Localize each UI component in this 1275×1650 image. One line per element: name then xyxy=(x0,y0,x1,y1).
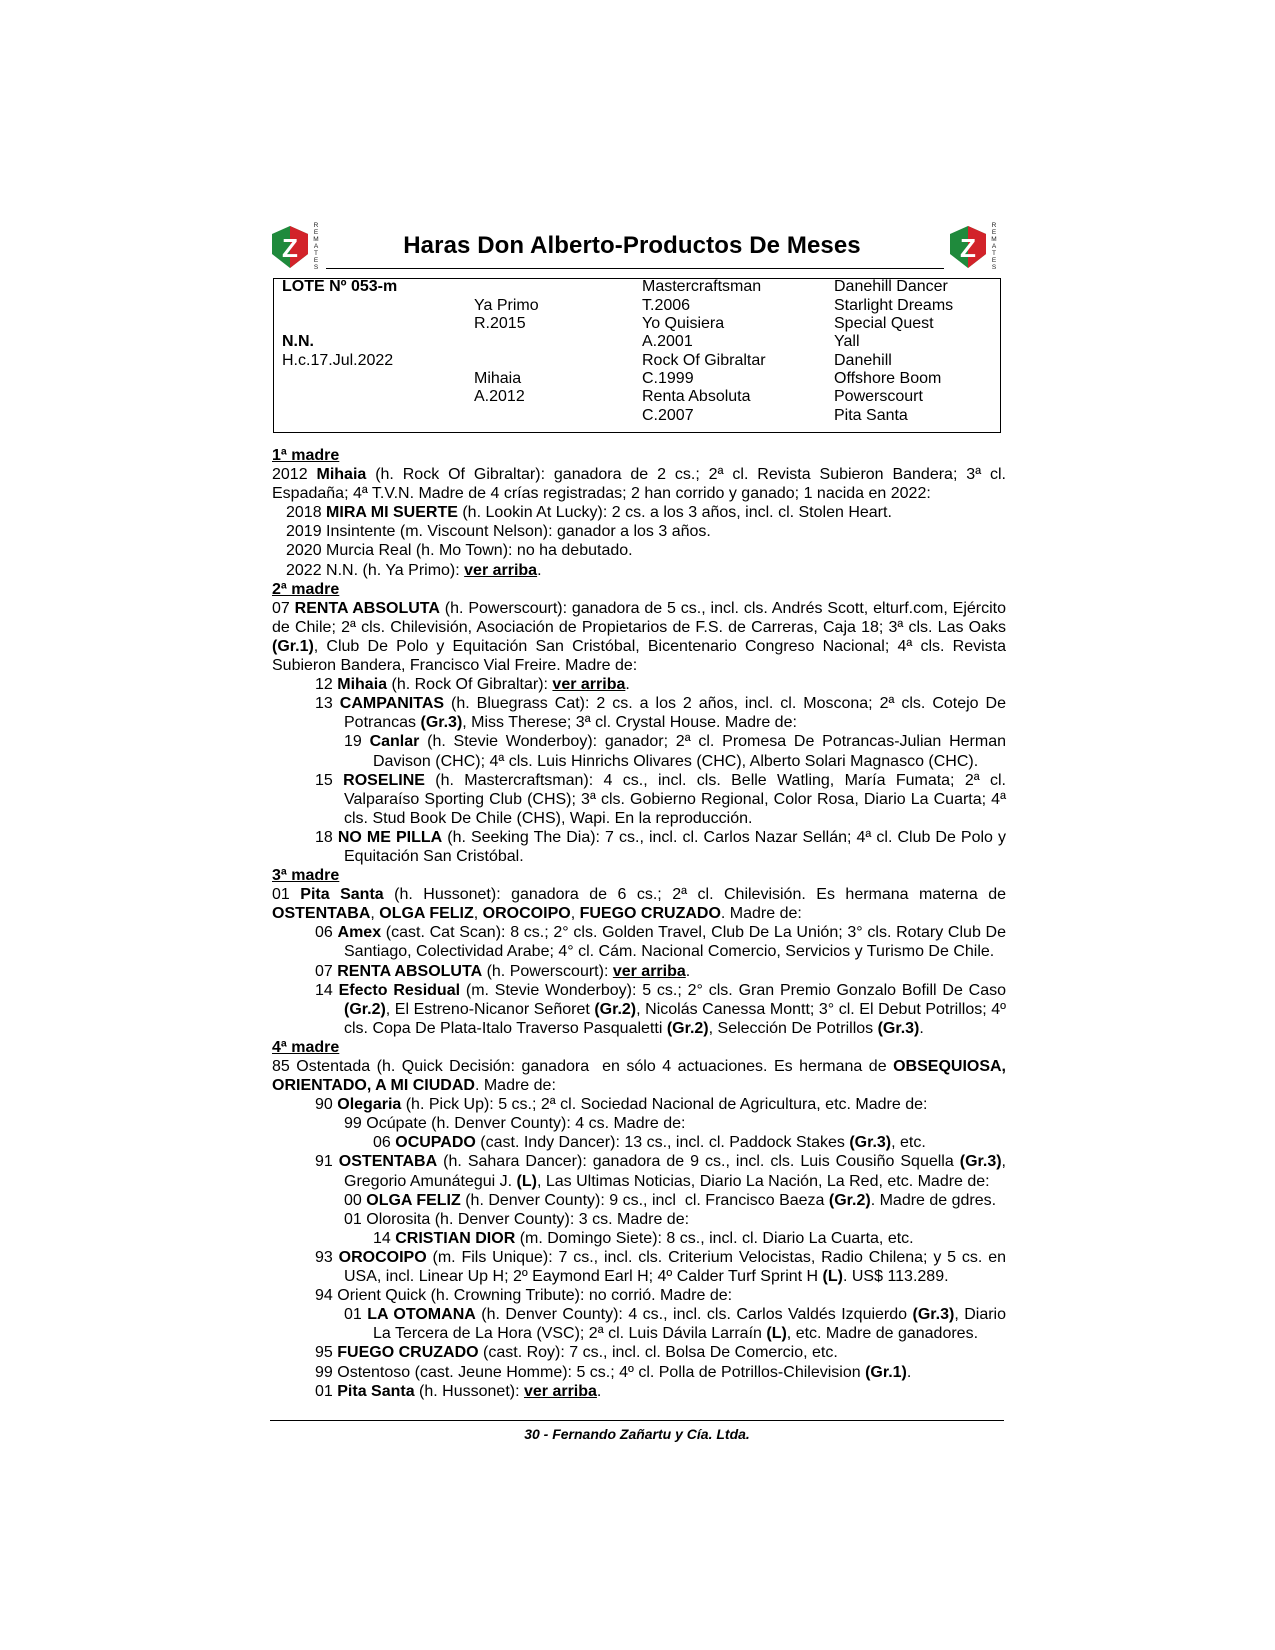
list-item: 2018 MIRA MI SUERTE (h. Lookin At Lucky): 2 cs. a los 3 años, incl. cl. Stolen Heart. xyxy=(286,504,892,522)
ancestor-dds: Powerscourt xyxy=(834,388,923,405)
list-item: 06 OCUPADO (cast. Indy Dancer): 13 cs., incl. cl. Paddock Stakes (Gr.3), etc. xyxy=(373,1134,926,1152)
section-1a-madre: 1ª madre xyxy=(272,447,340,464)
ancestor-dsd: Offshore Boom xyxy=(834,370,942,387)
logo-side-text: R E M A T E S xyxy=(991,222,997,271)
fourth-dam-paragraph: 85 Ostentada (h. Quick Decisión: ganadora en sólo 4 actuaciones. Es hermana de OBSEQUIOSA, ORIENTADO, A MI CIUDAD. Madre de: xyxy=(272,1058,1006,1095)
list-item: 12 Mihaia (h. Rock Of Gibraltar): ver arriba. xyxy=(315,676,630,694)
ver-arriba-link: ver arriba xyxy=(464,561,538,579)
list-item: 18 NO ME PILLA (h. Seeking The Dia): 7 cs., incl. cl. Carlos Nazar Sellán; 4ª cl. Club De Polo y Equitación San Cristóbal. xyxy=(315,828,1007,865)
ancestor-sss: Danehill Dancer xyxy=(834,278,948,295)
third-dam-paragraph: 01 Pita Santa (h. Hussonet): ganadora de 6 cs.; 2ª cl. Chilevisión. Es hermana materna de OSTENTABA, OLGA FELIZ, OROCOIPO, FUEGO CRUZADO. Madre de: xyxy=(272,886,1007,923)
list-item: 15 ROSELINE (h. Mastercraftsman): 4 cs., incl. cls. Belle Watling, María Fumata; 2ª cl. Valparaíso Sporting Club (CHS); 3ª cls. Gobierno Regional, Color Rosa, Diario La Cuarta; 4ª cls. Stud Book De Chile (CHS), Wapi. En la reproducción. xyxy=(315,771,1006,827)
ver-arriba-link: ver arriba xyxy=(523,1382,597,1400)
sire-dam: Yo Quisiera xyxy=(642,315,725,332)
sire-sire: Mastercraftsman xyxy=(642,278,762,295)
list-item: 99 Ostentoso (cast. Jeune Homme): 5 cs.; 4º cl. Polla de Potrillos-Chilevision (Gr.1). xyxy=(315,1363,912,1381)
list-item: 95 FUEGO CRUZADO (cast. Roy): 7 cs., incl. cl. Bolsa De Comercio, etc. xyxy=(315,1344,838,1362)
list-item: 14 Efecto Residual (m. Stevie Wonderboy): 5 cs.; 2° cls. Gran Premio Gonzalo Bofill De Caso (Gr.2), El Estreno-Nicanor Señoret (Gr.2), Nicolás Canessa Montt; 3° cl. El Debut Potrillos; 4º cls. Copa De Plata-Italo Traverso Pasqualetti (Gr.2), Selección De Potrillos (Gr.3). xyxy=(315,981,1007,1037)
list-item: 14 CRISTIAN DIOR (m. Domingo Siete): 8 cs., incl. cl. Diario La Cuarta, etc. xyxy=(373,1229,914,1247)
ver-arriba-link: ver arriba xyxy=(612,962,686,980)
dam-sire-info: C.1999 xyxy=(642,370,694,387)
list-item: 06 Amex (cast. Cat Scan): 8 cs.; 2° cls. Golden Travel, Club De La Unión; 3° cls. Rotary Club De Santiago, Colectividad Arabe; 4° cl. Cám. Nacional Comercio, Servicios y Turismo De Chile. xyxy=(315,924,1007,961)
horse-name: N.N. xyxy=(282,333,314,350)
pedigree-table xyxy=(273,278,1001,433)
list-item: 2022 N.N. (h. Ya Primo): ver arriba. xyxy=(286,561,542,579)
list-item: 2019 Insintente (m. Viscount Nelson): ganador a los 3 años. xyxy=(286,523,711,541)
page-title: Haras Don Alberto-Productos De Meses xyxy=(403,232,861,259)
list-item: 07 RENTA ABSOLUTA (h. Powerscourt): ver arriba. xyxy=(315,962,691,980)
list-item: 01 LA OTOMANA (h. Denver County): 4 cs., incl. cls. Carlos Valdés Izquierdo (Gr.3), Diario La Tercera de La Hora (VSC); 2ª cl. Luis Dávila Larraín (L), etc. Madre de ganadores. xyxy=(344,1306,1006,1343)
granddam-paragraph: 07 RENTA ABSOLUTA (h. Powerscourt): ganadora de 5 cs., incl. cls. Andrés Scott, elturf.com, Ejército de Chile; 2ª cls. Chilevisión, Asociación de Propietarios de F.S. de Carreras, Caja 18; 3ª cls. Las Oaks (Gr.1), Club De Polo y Equitación San Cristóbal, Bicentenario Congreso Nacional; 4ª cls. Revista Subieron Bandera, Francisco Vial Freire. Madre de: xyxy=(272,599,1007,675)
ancestor-sdd: Yall xyxy=(834,333,860,350)
list-item: 00 OLGA FELIZ (h. Denver County): 9 cs., incl cl. Francisco Baeza (Gr.2). Madre de gdres. xyxy=(344,1191,997,1209)
lot-number: LOTE Nº 053-m xyxy=(282,278,398,295)
logo-side-text: R E M A T E S xyxy=(313,222,319,271)
ancestor-ddd: Pita Santa xyxy=(834,407,908,424)
list-item: 91 OSTENTABA (h. Sahara Dancer): ganadora de 9 cs., incl. cls. Luis Cousiño Squella (Gr.3), Gregorio Amunátegui J. (L), Las Ultimas Noticias, Diario La Nación, La Red, etc. Madre de: xyxy=(315,1153,1006,1190)
dam-dam: Renta Absoluta xyxy=(642,388,751,405)
list-item: 19 Canlar (h. Stevie Wonderboy): ganador; 2ª cl. Promesa De Potrancas-Julian Herman Davison (CHC); 4ª cls. Luis Hinrichs Olivares (CHC), Alberto Solari Magnasco (CHC). xyxy=(344,733,1006,770)
sire-info: R.2015 xyxy=(474,315,526,332)
sire-name: Ya Primo xyxy=(474,297,539,314)
dam-paragraph: 2012 Mihaia (h. Rock Of Gibraltar): ganadora de 2 cs.; 2ª cl. Revista Subieron Bandera; 3ª cl. Espadaña; 4ª T.V.N. Madre de 4 crías registradas; 2 han corrido y ganado; 1 nacida en 2022: xyxy=(272,466,1007,503)
list-item: 01 Olorosita (h. Denver County): 3 cs. Madre de: xyxy=(344,1210,690,1228)
ancestor-sds: Special Quest xyxy=(834,315,934,332)
section-3a-madre: 3ª madre xyxy=(272,867,340,885)
list-item: 99 Ocúpate (h. Denver County): 4 cs. Madre de: xyxy=(344,1115,686,1133)
dam-dam-info: C.2007 xyxy=(642,407,694,424)
remates-logo-left xyxy=(270,222,322,272)
svg-text:Z: Z xyxy=(960,233,976,263)
svg-text:Z: Z xyxy=(282,233,298,263)
remates-logo-right xyxy=(948,222,1000,272)
list-item: 01 Pita Santa (h. Hussonet): ver arriba. xyxy=(315,1382,602,1400)
dam-sire: Rock Of Gibraltar xyxy=(642,352,766,369)
horse-birth: H.c.17.Jul.2022 xyxy=(282,352,394,369)
ver-arriba-link: ver arriba xyxy=(552,676,626,694)
section-2a-madre: 2ª madre xyxy=(272,580,340,598)
list-item: 90 Olegaria (h. Pick Up): 5 cs.; 2ª cl. Sociedad Nacional de Agricultura, etc. Madre de: xyxy=(315,1096,928,1114)
dam-info: A.2012 xyxy=(474,388,525,405)
fz-logo-icon xyxy=(270,224,310,270)
list-item: 2020 Murcia Real (h. Mo Town): no ha debutado. xyxy=(286,542,633,560)
ancestor-dss: Danehill xyxy=(834,352,892,369)
family-body xyxy=(272,446,1006,1401)
page-footer: 30 - Fernando Zañartu y Cía. Ltda. xyxy=(524,1426,750,1442)
title-underline xyxy=(326,268,944,269)
footer-divider xyxy=(270,1420,1004,1421)
sire-dam-info: A.2001 xyxy=(642,333,693,350)
page-header xyxy=(270,222,1000,272)
ancestor-ssd: Starlight Dreams xyxy=(834,297,954,314)
list-item: 93 OROCOIPO (m. Fils Unique): 7 cs., incl. cls. Criterium Velocistas, Radio Chilena; y 5 cs. en USA, incl. Linear Up H; 2º Eaymond Earl H; 4º Calder Turf Sprint H (L). US$ 113.289. xyxy=(315,1248,1006,1286)
list-item: 13 CAMPANITAS (h. Bluegrass Cat): 2 cs. a los 2 años, incl. cl. Moscona; 2ª cls. Cotejo De Potrancas (Gr.3), Miss Therese; 3ª cl. Crystal House. Madre de: xyxy=(315,695,1006,732)
list-item: 94 Orient Quick (h. Crowning Tribute): no corrió. Madre de: xyxy=(315,1287,733,1305)
sire-sire-info: T.2006 xyxy=(642,297,691,314)
section-4a-madre: 4ª madre xyxy=(272,1038,340,1056)
fz-logo-icon xyxy=(948,224,988,270)
dam-name: Mihaia xyxy=(474,370,522,387)
